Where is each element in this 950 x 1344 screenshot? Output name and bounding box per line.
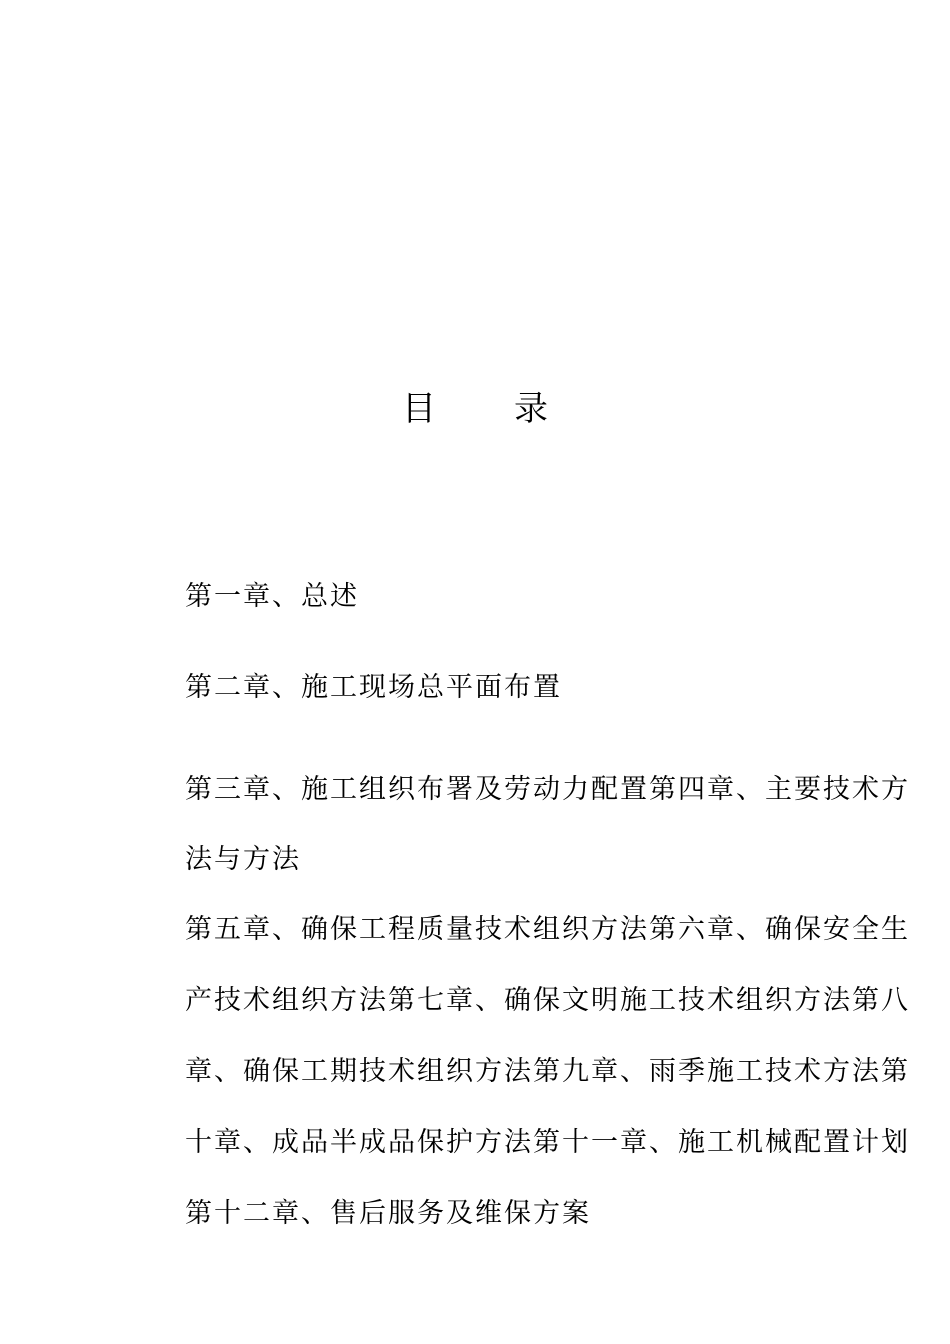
page-title-char-2: 录 <box>514 389 548 429</box>
toc-line: 十章、成品半成品保护方法第十一章、施工机械配置计划 <box>185 1127 910 1158</box>
toc-entry-chapters-3-4 <box>185 755 910 895</box>
toc-line: 第三章、施工组织布署及劳动力配置第四章、主要技术方 <box>185 774 910 805</box>
toc-entry-chapters-5-12 <box>185 894 910 1249</box>
toc-line: 第十二章、售后服务及维保方案 <box>185 1198 591 1229</box>
toc-line: 第一章、总述 <box>185 581 359 612</box>
toc-entry-chapter-1 <box>185 574 905 620</box>
page-title-char-1: 目 <box>402 389 436 429</box>
toc-line: 产技术组织方法第七章、确保文明施工技术组织方法第八 <box>185 985 910 1016</box>
toc-line: 章、确保工期技术组织方法第九章、雨季施工技术方法第 <box>185 1056 910 1087</box>
toc-line: 第五章、确保工程质量技术组织方法第六章、确保安全生 <box>185 914 910 945</box>
toc-line: 第二章、施工现场总平面布置 <box>185 672 562 703</box>
page-title <box>0 385 950 433</box>
toc-line: 法与方法 <box>185 844 301 875</box>
toc-entry-chapter-2 <box>185 665 905 711</box>
